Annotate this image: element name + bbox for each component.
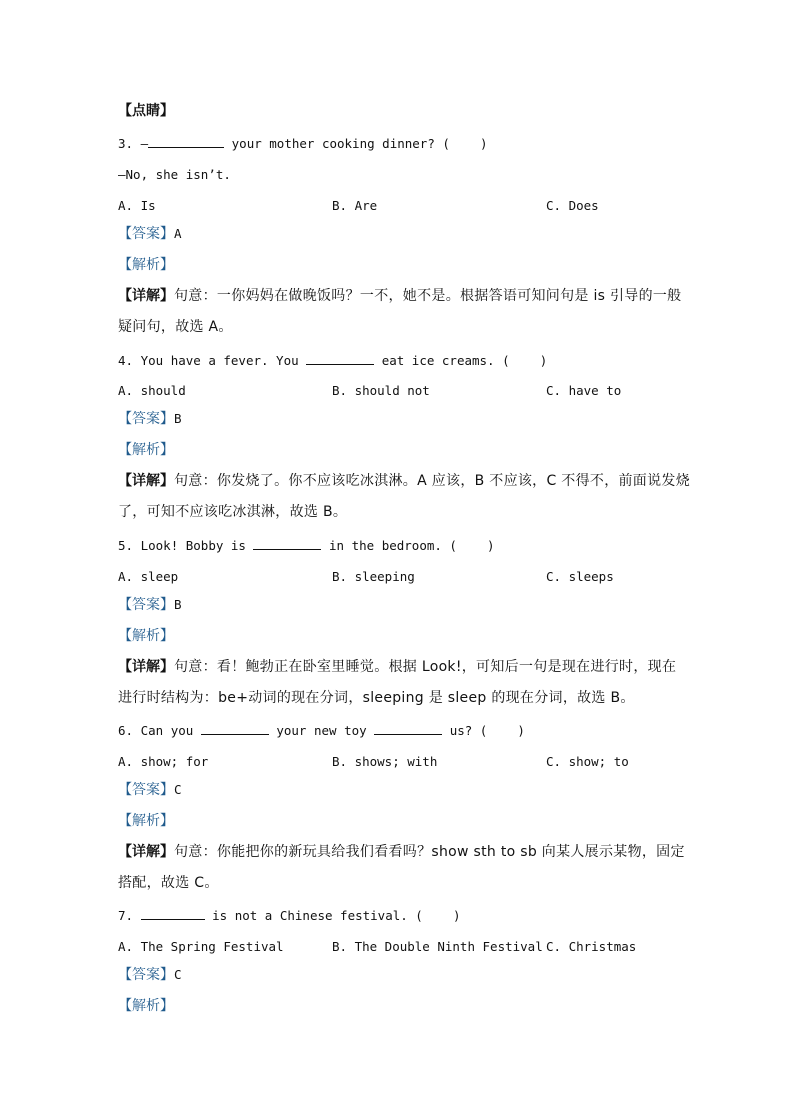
detail-line-2: 了，可知不应该吃冰淇淋，故选 B。 [118, 504, 348, 520]
question-3-reply: —No, she isn’t. [118, 167, 231, 182]
option-a: A. The Spring Festival [118, 939, 284, 954]
question-number: 5. [118, 538, 134, 553]
stem-prefix: Look! Bobby is [140, 538, 254, 553]
answer-line [118, 966, 182, 984]
answer-value: C [174, 782, 182, 797]
option-b: B. sleeping [332, 569, 415, 584]
analysis-tag: 【解析】 [118, 628, 174, 644]
answer-value: B [174, 597, 182, 612]
option-c: C. have to [546, 383, 622, 398]
detail-tag: 【详解】 [118, 288, 174, 304]
stem-prefix: You have a fever. You [140, 353, 307, 368]
answer-line [118, 225, 182, 243]
detail-text: 句意：看！鲍勃正在卧室里睡觉。根据 Look!，可知后一句是现在进行时，现在 [174, 659, 677, 675]
answer-line [118, 596, 182, 614]
answer-line [118, 410, 182, 428]
detail-line-2: 搭配，故选 C。 [118, 875, 219, 891]
option-c: C. sleeps [546, 569, 614, 584]
question-number: 7. [118, 908, 134, 923]
stem-suffix: us? ( ) [442, 723, 525, 738]
option-c: C. show; to [546, 754, 629, 769]
answer-tag: 【答案】 [118, 597, 174, 613]
detail-text: 句意：你能把你的新玩具给我们看看吗？show sth to sb 向某人展示某物，固定 [174, 844, 685, 860]
stem-middle: your new toy [268, 723, 375, 738]
option-b: B. Are [332, 198, 378, 213]
question-number: 6. [118, 723, 134, 738]
detail-line-1 [118, 658, 676, 676]
question-number: 3. [118, 136, 134, 151]
answer-blank [141, 907, 205, 920]
detail-tag: 【详解】 [118, 844, 174, 860]
detail-text: 句意：你发烧了。你不应该吃冰淇淋。A 应该，B 不应该，C 不得不，前面说发烧 [174, 473, 691, 489]
detail-line-2: 进行时结构为：be+动词的现在分词，sleeping 是 sleep 的现在分词，故选 B。 [118, 690, 635, 706]
stem-suffix: your mother cooking dinner? ( ) [224, 136, 488, 151]
detail-line-1 [118, 287, 681, 305]
detail-line-1 [118, 472, 690, 490]
question-number: 4. [118, 353, 134, 368]
option-c: C. Christmas [546, 939, 637, 954]
detail-tag: 【详解】 [118, 473, 174, 489]
answer-value: A [174, 226, 182, 241]
answer-tag: 【答案】 [118, 226, 174, 242]
answer-blank [148, 135, 224, 148]
analysis-tag: 【解析】 [118, 998, 174, 1014]
stem-suffix: in the bedroom. ( ) [321, 538, 495, 553]
detail-line-1 [118, 843, 685, 861]
detail-tag: 【详解】 [118, 659, 174, 675]
question-6-stem [118, 722, 525, 740]
detail-line-2: 疑问句，故选 A。 [118, 319, 233, 335]
answer-blank [306, 352, 374, 365]
option-a: A. should [118, 383, 186, 398]
answer-blank [253, 537, 321, 550]
answer-tag: 【答案】 [118, 782, 174, 798]
option-b: B. shows; with [332, 754, 438, 769]
option-a: A. show; for [118, 754, 209, 769]
option-a: A. sleep [118, 569, 179, 584]
answer-line [118, 781, 182, 799]
answer-tag: 【答案】 [118, 411, 174, 427]
answer-blank-2 [374, 722, 442, 735]
answer-blank-1 [201, 722, 269, 735]
detail-text: 句意：一你妈妈在做晚饭吗？一不，她不是。根据答语可知问句是 is 引导的一般 [174, 288, 682, 304]
option-a: A. Is [118, 198, 156, 213]
option-b: B. should not [332, 383, 430, 398]
analysis-tag: 【解析】 [118, 257, 174, 273]
option-c: C. Does [546, 198, 599, 213]
stem-prefix: — [140, 136, 149, 151]
question-5-stem [118, 537, 495, 555]
analysis-tag: 【解析】 [118, 442, 174, 458]
question-4-stem [118, 352, 547, 370]
stem-suffix: is not a Chinese festival. ( ) [204, 908, 461, 923]
analysis-tag: 【解析】 [118, 813, 174, 829]
answer-tag: 【答案】 [118, 967, 174, 983]
dianjing-heading: 【点睛】 [118, 103, 174, 119]
question-3-stem [118, 135, 488, 153]
answer-value: C [174, 967, 182, 982]
answer-value: B [174, 411, 182, 426]
stem-prefix: Can you [140, 723, 201, 738]
question-7-stem [118, 907, 460, 925]
option-b: B. The Double Ninth Festival [332, 939, 543, 954]
stem-suffix: eat ice creams. ( ) [374, 353, 548, 368]
